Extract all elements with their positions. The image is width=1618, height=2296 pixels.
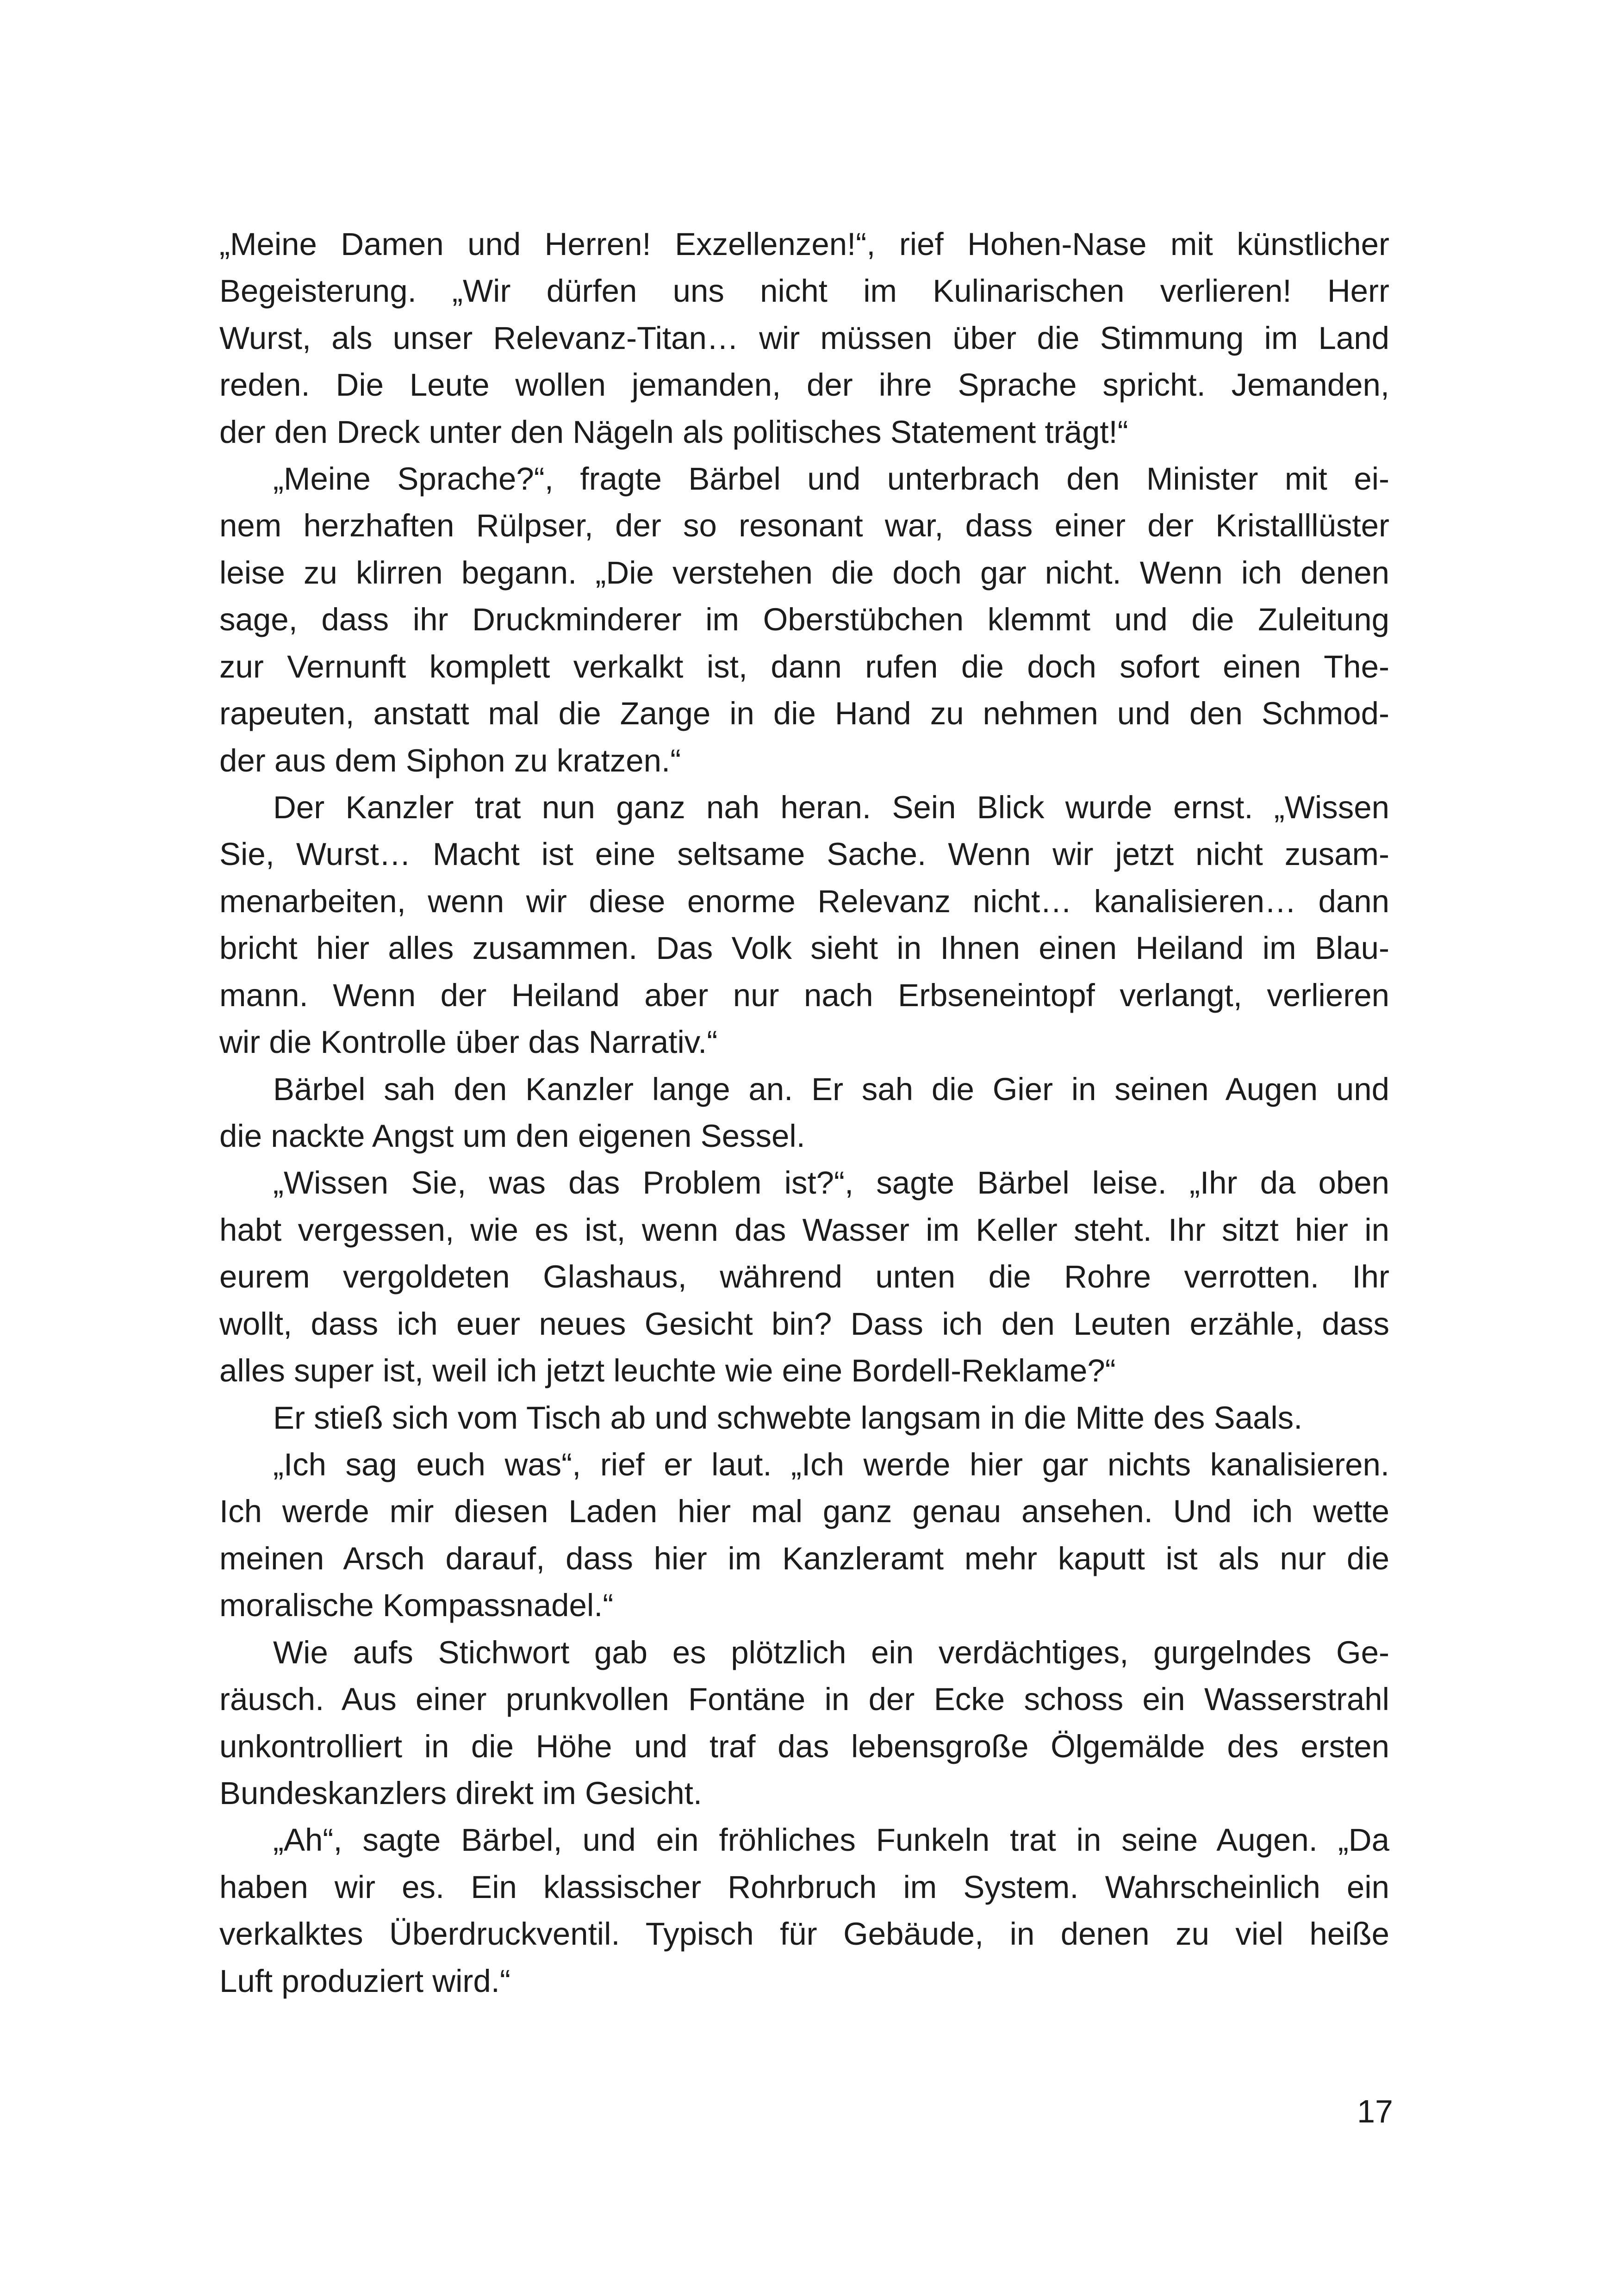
text-line: Bärbel sah den Kanzler lange an. Er sah die Gier in seinen Augen und: [273, 1071, 1389, 1107]
text-line: Begeisterung. „Wir dürfen uns nicht im Kulinarischen verlieren! Herr: [219, 273, 1389, 309]
text-line: reden. Die Leute wollen jemanden, der ihre Sprache spricht. Jemanden,: [219, 367, 1389, 403]
text-line: räusch. Aus einer prunkvollen Fontäne in der Ecke schoss ein Wasserstrahl: [219, 1681, 1389, 1717]
text-line: sage, dass ihr Druckminderer im Oberstübchen klemmt und die Zuleitung: [219, 602, 1389, 637]
text-line: Wurst, als unser Relevanz-Titan… wir müssen über die Stimmung im Land: [219, 320, 1389, 356]
text-line: die nackte Angst um den eigenen Sessel.: [219, 1118, 805, 1154]
text-line: wollt, dass ich euer neues Gesicht bin? Dass ich den Leuten erzähle, dass: [219, 1306, 1389, 1342]
text-line: meinen Arsch darauf, dass hier im Kanzleramt mehr kaputt ist als nur die: [219, 1541, 1389, 1576]
text-line: habt vergessen, wie es ist, wenn das Wasser im Keller steht. Ihr sitzt hier in: [219, 1212, 1389, 1248]
text-line: „Ich sag euch was“, rief er laut. „Ich werde hier gar nichts kanalisieren.: [273, 1447, 1389, 1482]
text-line: nem herzhaften Rülpser, der so resonant war, dass einer der Kristalllüster: [219, 508, 1389, 543]
text-line: unkontrolliert in die Höhe und traf das lebensgroße Ölgemälde des ersten: [219, 1729, 1389, 1764]
text-line: „Meine Sprache?“, fragte Bärbel und unterbrach den Minister mit ei-: [273, 461, 1389, 497]
text-line: Bundeskanzlers direkt im Gesicht.: [219, 1775, 703, 1811]
page-number: 17: [1357, 2093, 1393, 2129]
text-line: „Wissen Sie, was das Problem ist?“, sagte Bärbel leise. „Ihr da oben: [273, 1165, 1389, 1201]
text-line: rapeuten, anstatt mal die Zange in die Hand zu nehmen und den Schmod-: [219, 696, 1389, 731]
text-line: eurem vergoldeten Glashaus, während unten die Rohre verrotten. Ihr: [219, 1259, 1389, 1294]
text-line: bricht hier alles zusammen. Das Volk sieht in Ihnen einen Heiland im Blau-: [219, 930, 1389, 966]
text-line: mann. Wenn der Heiland aber nur nach Erbseneintopf verlangt, verlieren: [219, 977, 1389, 1013]
text-line: zur Vernunft komplett verkalkt ist, dann rufen die doch sofort einen The-: [219, 649, 1389, 684]
text-line: wir die Kontrolle über das Narrativ.“: [219, 1024, 718, 1060]
text-line: Der Kanzler trat nun ganz nah heran. Sein Blick wurde ernst. „Wissen: [273, 790, 1389, 825]
text-line: Ich werde mir diesen Laden hier mal ganz genau ansehen. Und ich wette: [219, 1493, 1389, 1529]
text-line: der den Dreck unter den Nägeln als politisches Statement trägt!“: [219, 414, 1128, 450]
text-line: verkalktes Überdruckventil. Typisch für Gebäude, in denen zu viel heiße: [219, 1916, 1389, 1952]
text-line: Wie aufs Stichwort gab es plötzlich ein verdächtiges, gurgelndes Ge-: [273, 1635, 1389, 1670]
text-line: Sie, Wurst… Macht ist eine seltsame Sache. Wenn wir jetzt nicht zusam-: [219, 836, 1389, 872]
text-line: leise zu klirren begann. „Die verstehen die doch gar nicht. Wenn ich denen: [219, 555, 1389, 591]
text-line: „Ah“, sagte Bärbel, und ein fröhliches Funkeln trat in seine Augen. „Da: [273, 1822, 1389, 1858]
text-line: Luft produziert wird.“: [219, 1963, 510, 1999]
text-line: menarbeiten, wenn wir diese enorme Relevanz nicht… kanalisieren… dann: [219, 884, 1389, 919]
text-line: haben wir es. Ein klassischer Rohrbruch im System. Wahrscheinlich ein: [219, 1869, 1389, 1905]
text-line: Er stieß sich vom Tisch ab und schwebte langsam in die Mitte des Saals.: [273, 1400, 1303, 1436]
text-line: alles super ist, weil ich jetzt leuchte wie eine Bordell-Reklame?“: [219, 1353, 1116, 1388]
text-line: moralische Kompassnadel.“: [219, 1587, 614, 1623]
text-line: der aus dem Siphon zu kratzen.“: [219, 743, 681, 778]
text-line: „Meine Damen und Herren! Exzellenzen!“, rief Hohen-Nase mit künstlicher: [219, 226, 1389, 262]
